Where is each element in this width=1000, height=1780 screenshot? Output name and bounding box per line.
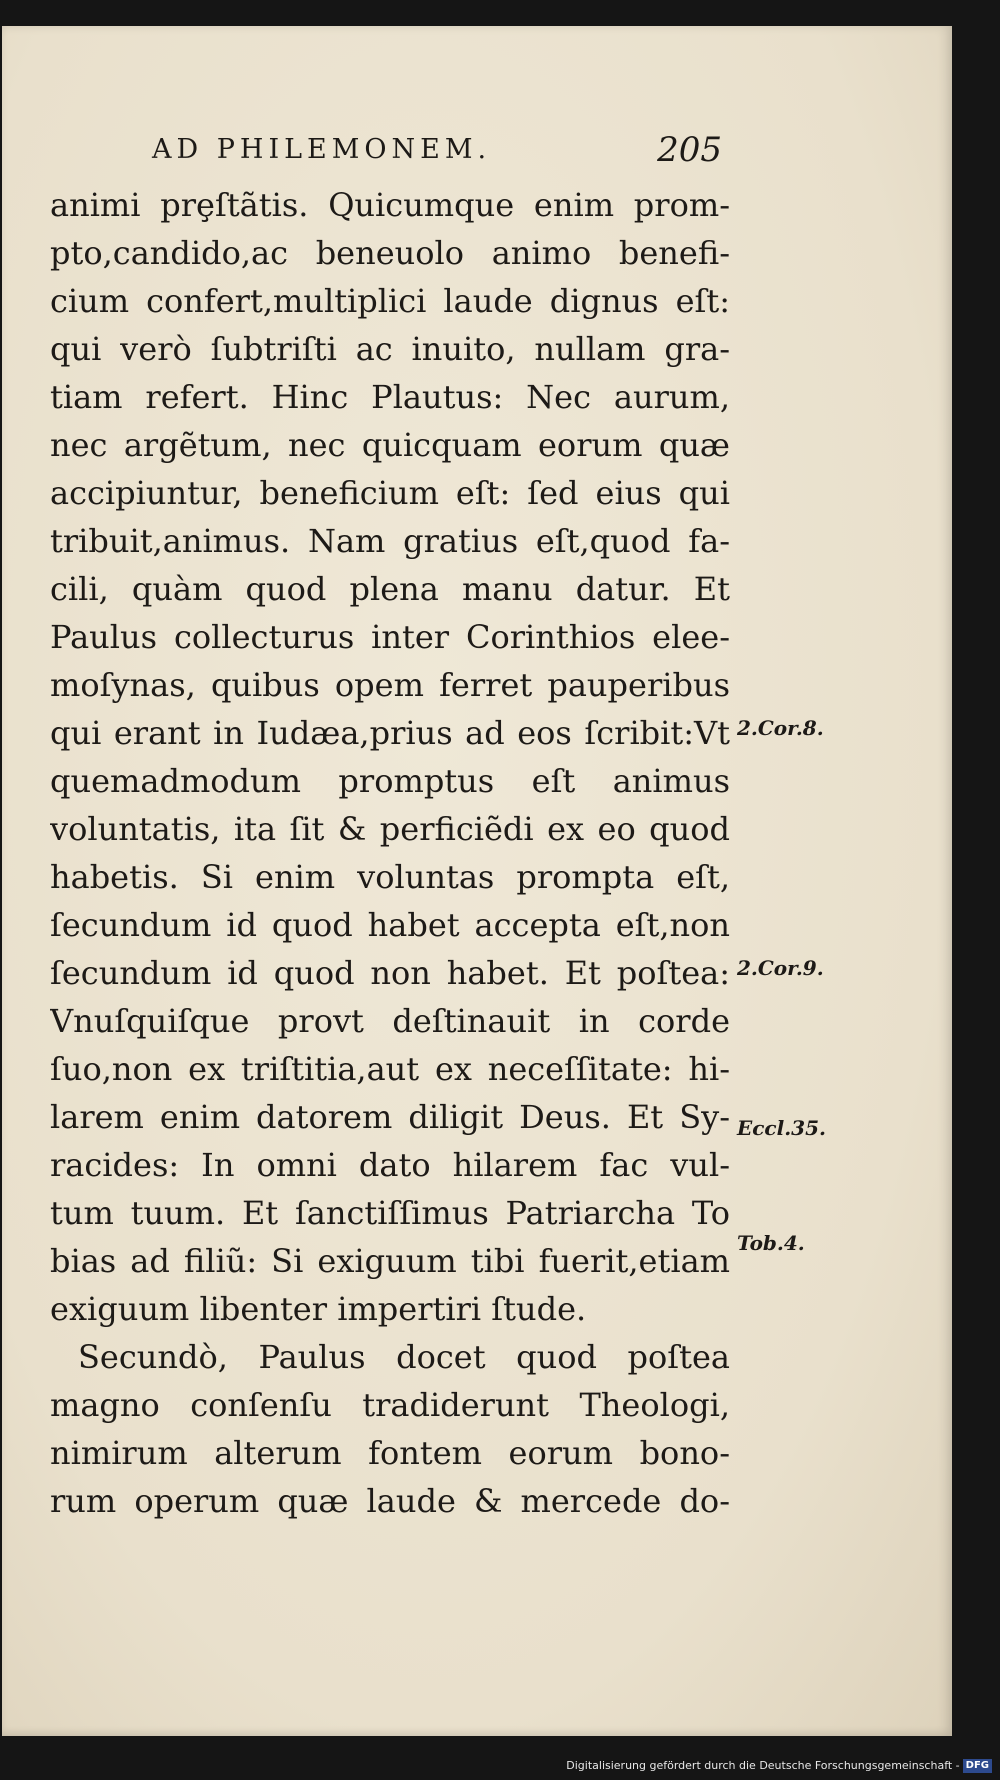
- text-line: habetis. Si enim voluntas prompta eſt,: [50, 858, 730, 896]
- text-line: Vnuſquiſque provt deſtinauit in corde: [50, 1002, 730, 1040]
- text-line: ſuo,non ex triſtitia,aut ex neceſſitate: hi-: [50, 1050, 730, 1088]
- text-line: moſynas, quibus opem ferret pauperibus: [50, 666, 730, 704]
- text-line: pto,candido,ac beneuolo animo benefi-: [50, 234, 730, 272]
- text-line: Secundò, Paulus docet quod poſtea: [78, 1338, 730, 1376]
- text-line: tiam refert. Hinc Plautus: Nec aurum,: [50, 378, 730, 416]
- text-line: quemadmodum promptus eſt animus: [50, 762, 730, 800]
- dfg-logo: DFG: [963, 1759, 992, 1773]
- digitization-credit: [566, 1754, 992, 1778]
- text-line: nec argẽtum, nec quicquam eorum quæ: [50, 426, 730, 464]
- text-line: qui verò ſubtriſti ac inuito, nullam gra-: [50, 330, 730, 368]
- text-line: cium confert,multiplici laude dignus eſt:: [50, 282, 730, 320]
- text-line: ſecundum id quod non habet. Et poſtea:: [50, 954, 730, 992]
- text-line: Paulus collecturus inter Corinthios elee-: [50, 618, 730, 656]
- credit-text: Digitalisierung gefördert durch die Deutsche Forschungsgemeinschaft -: [566, 1759, 960, 1772]
- text-line: exiguum libenter impertiri ſtude.: [50, 1290, 587, 1328]
- text-line: tum tuum. Et ſanctiſſimus Patriarcha To: [50, 1194, 730, 1232]
- margin-note: 2.Cor.8.: [737, 716, 824, 740]
- page-number: 205: [657, 130, 722, 170]
- text-line: tribuit,animus. Nam gratius eſt,quod fa-: [50, 522, 730, 560]
- margin-note: Eccl.35.: [737, 1116, 826, 1140]
- book-page: [2, 26, 952, 1736]
- text-line: bias ad filiũ: Si exiguum tibi fuerit,etiam: [50, 1242, 730, 1280]
- text-line: animi prȩſtãtis. Quicumque enim prom-: [50, 186, 730, 224]
- text-line: rum operum quæ laude & mercede do-: [50, 1482, 730, 1520]
- text-line: accipiuntur, beneficium eſt: ſed eius qui: [50, 474, 730, 512]
- margin-note: Tob.4.: [737, 1231, 805, 1255]
- text-line: ſecundum id quod habet accepta eſt,non: [50, 906, 730, 944]
- margin-note: 2.Cor.9.: [737, 956, 824, 980]
- page-header: [152, 130, 722, 170]
- text-line: racides: In omni dato hilarem fac vul-: [50, 1146, 730, 1184]
- running-title: AD PHILEMONEM.: [152, 134, 492, 165]
- body-text: [50, 181, 730, 1525]
- text-line: nimirum alterum fontem eorum bono-: [50, 1434, 730, 1472]
- text-line: qui erant in Iudæa,prius ad eos ſcribit:Vt: [50, 714, 730, 752]
- text-line: cili, quàm quod plena manu datur. Et: [50, 570, 730, 608]
- text-line: magno conſenſu tradiderunt Theologi,: [50, 1386, 730, 1424]
- text-line: voluntatis, ita ſit & perficiẽdi ex eo quod: [50, 810, 730, 848]
- text-line: larem enim datorem diligit Deus. Et Sy-: [50, 1098, 730, 1136]
